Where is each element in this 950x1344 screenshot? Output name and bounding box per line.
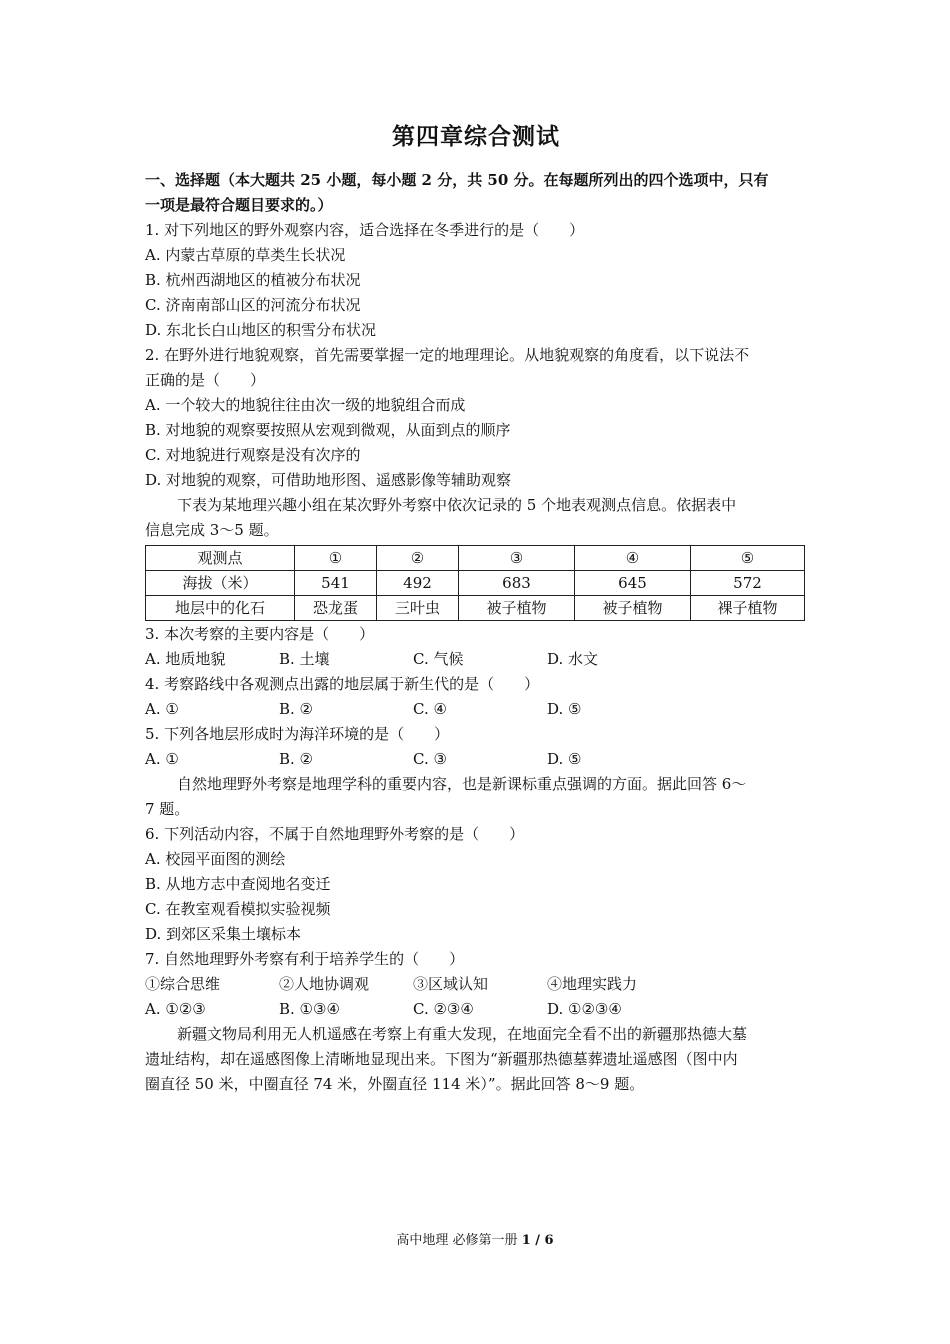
table-cell: ③ (459, 546, 575, 571)
q3-option-c: C. 气候 (413, 650, 464, 668)
q5-options (145, 747, 807, 772)
intro8-line1: 新疆文物局利用无人机遥感在考察上有重大发现，在地面完全看不出的新疆那热德大墓 (177, 1025, 748, 1043)
q1-option-b: B. 杭州西湖地区的植被分布状况 (145, 271, 361, 289)
q6-option-b: B. 从地方志中查阅地名变迁 (145, 875, 331, 893)
q1-option-d: D. 东北长白山地区的积雪分布状况 (145, 321, 377, 339)
q4-option-b: B. ② (279, 700, 314, 718)
table-cell: 572 (691, 571, 805, 596)
section-heading-line1: 一、选择题（本大题共 25 小题，每小题 2 分，共 50 分。在每题所列出的四个选项中，只有 (145, 171, 769, 189)
table-cell: 541 (295, 571, 377, 596)
q7-item-2: ②人地协调观 (279, 975, 370, 993)
q4-option-d: D. ⑤ (547, 700, 582, 718)
q5-stem: 5. 下列各地层形成时为海洋环境的是（ ） (145, 725, 450, 743)
section-heading-line2: 一项是最符合题目要求的。） (145, 196, 333, 214)
q3-stem: 3. 本次考察的主要内容是（ ） (145, 625, 375, 643)
q2-stem-line2: 正确的是（ ） (145, 371, 266, 389)
table-cell: 683 (459, 571, 575, 596)
q7-item-1: ①综合思维 (145, 975, 221, 993)
q1-stem: 1. 对下列地区的野外观察内容，适合选择在冬季进行的是（ ） (145, 221, 585, 239)
q2-option-a: A. 一个较大的地貌往往由次一级的地貌组合而成 (145, 396, 466, 414)
page-footer (0, 1229, 950, 1248)
table-cell: 观测点 (146, 546, 295, 571)
page-title: 第四章综合测试 (392, 123, 560, 150)
table-cell: 被子植物 (459, 596, 575, 621)
q4-option-c: C. ④ (413, 700, 447, 718)
intro6-line2: 7 题。 (145, 800, 190, 818)
q3-options (145, 647, 807, 672)
q5-option-c: C. ③ (413, 750, 447, 768)
q7-item-3: ③区域认知 (413, 975, 489, 993)
q5-option-b: B. ② (279, 750, 314, 768)
intro8-line2: 遗址结构，却在遥感图像上清晰地显现出来。下图为“新疆那热德墓葬遗址遥感图（图中内 (145, 1050, 738, 1068)
table-cell: ② (377, 546, 459, 571)
observation-table (145, 545, 805, 621)
intro8-line3: 圈直径 50 米，中圈直径 74 米，外圈直径 114 米）”。据此回答 8～9 题。 (145, 1075, 645, 1093)
table-cell: ④ (575, 546, 691, 571)
exam-page (145, 120, 807, 1097)
q6-option-d: D. 到郊区采集土壤标本 (145, 925, 302, 943)
q7-items (145, 972, 807, 997)
q1-option-c: C. 济南南部山区的河流分布状况 (145, 296, 361, 314)
intro6-line1: 自然地理野外考察是地理学科的重要内容，也是新课标重点强调的方面。据此回答 6～ (177, 775, 747, 793)
table-cell: 地层中的化石 (146, 596, 295, 621)
table-row (146, 571, 805, 596)
q6-option-c: C. 在教室观看模拟实验视频 (145, 900, 331, 918)
q7-item-4: ④地理实践力 (547, 975, 638, 993)
footer-page-number: 1 / 6 (521, 1233, 554, 1248)
q6-stem: 6. 下列活动内容，不属于自然地理野外考察的是（ ） (145, 825, 525, 843)
q4-options (145, 697, 807, 722)
q2-option-d: D. 对地貌的观察，可借助地形图、遥感影像等辅助观察 (145, 471, 512, 489)
q2-option-b: B. 对地貌的观察要按照从宏观到微观，从面到点的顺序 (145, 421, 511, 439)
q3-option-d: D. 水文 (547, 650, 599, 668)
q7-options (145, 997, 807, 1022)
q4-stem: 4. 考察路线中各观测点出露的地层属于新生代的是（ ） (145, 675, 540, 693)
q3-option-b: B. 土壤 (279, 650, 330, 668)
q6-option-a: A. 校园平面图的测绘 (145, 850, 286, 868)
intro3-line1: 下表为某地理兴趣小组在某次野外考察中依次记录的 5 个地表观测点信息。依据表中 (177, 496, 737, 514)
table-cell: 海拔（米） (146, 571, 295, 596)
q7-option-d: D. ①②③④ (547, 1000, 622, 1018)
table-row (146, 596, 805, 621)
q4-option-a: A. ① (145, 700, 179, 718)
q1-option-a: A. 内蒙古草原的草类生长状况 (145, 246, 346, 264)
footer-label: 高中地理 必修第一册 (396, 1233, 522, 1248)
q2-stem-line1: 2. 在野外进行地貌观察，首先需要掌握一定的地理理论。从地貌观察的角度看，以下说法不 (145, 346, 750, 364)
table-header-row (146, 546, 805, 571)
q5-option-d: D. ⑤ (547, 750, 582, 768)
q2-option-c: C. 对地貌进行观察是没有次序的 (145, 446, 361, 464)
table-cell: 645 (575, 571, 691, 596)
q7-option-a: A. ①②③ (145, 1000, 206, 1018)
q7-stem: 7. 自然地理野外考察有利于培养学生的（ ） (145, 950, 465, 968)
table-cell: 恐龙蛋 (295, 596, 377, 621)
q5-option-a: A. ① (145, 750, 179, 768)
table-cell: 被子植物 (575, 596, 691, 621)
table-cell: 三叶虫 (377, 596, 459, 621)
intro3-line2: 信息完成 3～5 题。 (145, 521, 279, 539)
q3-option-a: A. 地质地貌 (145, 650, 226, 668)
table-cell: 492 (377, 571, 459, 596)
q7-option-c: C. ②③④ (413, 1000, 474, 1018)
table-cell: ⑤ (691, 546, 805, 571)
q7-option-b: B. ①③④ (279, 1000, 340, 1018)
table-cell: 裸子植物 (691, 596, 805, 621)
table-cell: ① (295, 546, 377, 571)
